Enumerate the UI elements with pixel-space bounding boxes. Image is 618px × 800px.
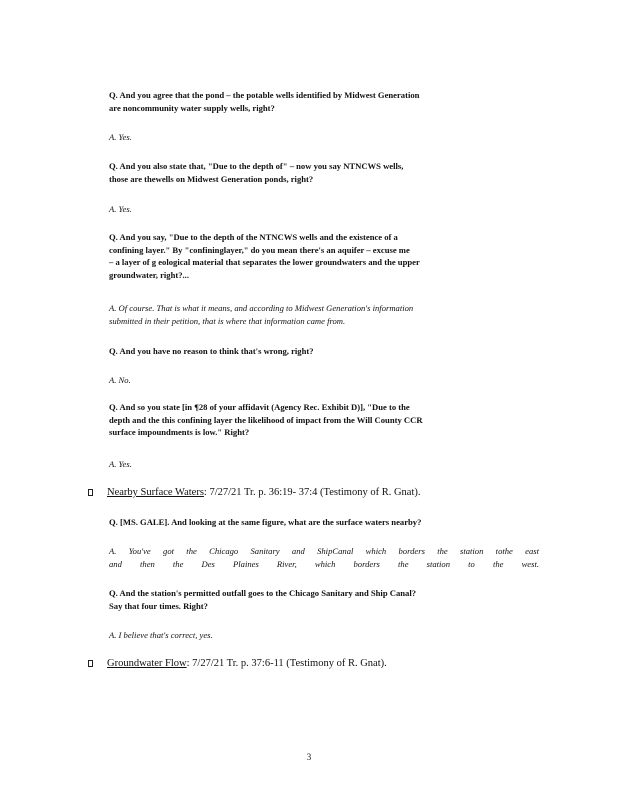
answer-1	[109, 131, 539, 144]
question-5	[109, 401, 541, 439]
bullet-icon	[88, 489, 93, 496]
answer-4-line-1: A. No.	[109, 375, 131, 385]
section-citation-groundwater-flow: : 7/27/21 Tr. p. 37:6-11 (Testimony of R. Gnat).	[186, 658, 387, 669]
question-4	[109, 345, 541, 358]
question-5-line-2: depth and the this confining layer the likelihood of impact from the Will County CCR	[109, 414, 423, 425]
question-3-line-1: Q. And you say, "Due to the depth of the NTNCWS wells and the existence of a	[109, 232, 398, 242]
answer-7-line-1: A. I believe that's correct, yes.	[109, 630, 213, 640]
answer-3	[109, 302, 539, 327]
section-citation-surface-waters: : 7/27/21 Tr. p. 36:19- 37:4 (Testimony of R. Gnat).	[203, 487, 421, 498]
answer-1-line-1: A. Yes.	[109, 132, 132, 142]
question-2-line-1: Q. And you also state that, "Due to the depth of" – now you say NTNCWS wells,	[109, 161, 404, 171]
answer-7	[109, 629, 539, 642]
question-1	[109, 89, 541, 114]
question-3-line-2: confining layer." By "confininglayer," do you mean there's an aquifer – excuse me	[109, 244, 410, 255]
question-7-line-1: Q. And the station's permitted outfall goes to the Chicago Sanitary and Ship Canal?	[109, 588, 417, 598]
section-heading-surface-waters	[88, 487, 420, 498]
answer-5	[109, 458, 539, 471]
question-6	[109, 516, 541, 529]
question-3-line-3: – a layer of g eological material that separates the lower groundwaters and the upper	[109, 257, 420, 267]
answer-4	[109, 374, 539, 387]
question-7	[109, 587, 541, 612]
question-3-line-4: groundwater, right?...	[109, 269, 189, 280]
answer-3-line-2: submitted in their petition, that is where that information came from.	[109, 315, 346, 326]
bullet-icon	[88, 660, 93, 667]
section-heading-groundwater-flow	[88, 658, 387, 669]
question-5-line-1: Q. And so you state [in ¶28 of your affidavit (Agency Rec. Exhibit D)], "Due to the	[109, 402, 410, 412]
question-2-line-2: those are thewells on Midwest Generation ponds, right?	[109, 173, 314, 184]
question-1-line-2: are noncommunity water supply wells, right?	[109, 102, 275, 113]
question-5-line-3: surface impoundments is low." Right?	[109, 427, 250, 437]
answer-2	[109, 203, 539, 216]
question-6-line-1: Q. [MS. GALE]. And looking at the same figure, what are the surface waters nearby?	[109, 517, 422, 527]
question-7-line-2: Say that four times. Right?	[109, 600, 208, 611]
question-1-line-1: Q. And you agree that the pond – the potable wells identified by Midwest Generation	[109, 90, 420, 100]
answer-2-line-1: A. Yes.	[109, 204, 132, 214]
question-2	[109, 160, 541, 185]
answer-6-line-2: and then the Des Plaines River, which borders the station to the west.	[109, 558, 539, 569]
answer-6-line-1: A. You've got the Chicago Sanitary and ShipCanal which borders the station tothe east	[109, 546, 539, 556]
question-3	[109, 231, 541, 281]
answer-5-line-1: A. Yes.	[109, 459, 132, 469]
section-title-groundwater-flow: Groundwater Flow	[107, 658, 187, 669]
section-title-surface-waters: Nearby Surface Waters	[107, 487, 204, 498]
answer-6	[109, 545, 539, 570]
question-4-line-1: Q. And you have no reason to think that's wrong, right?	[109, 346, 314, 356]
answer-3-line-1: A. Of course. That is what it means, and according to Midwest Generation's information	[109, 303, 414, 313]
page-number: 3	[306, 752, 312, 762]
